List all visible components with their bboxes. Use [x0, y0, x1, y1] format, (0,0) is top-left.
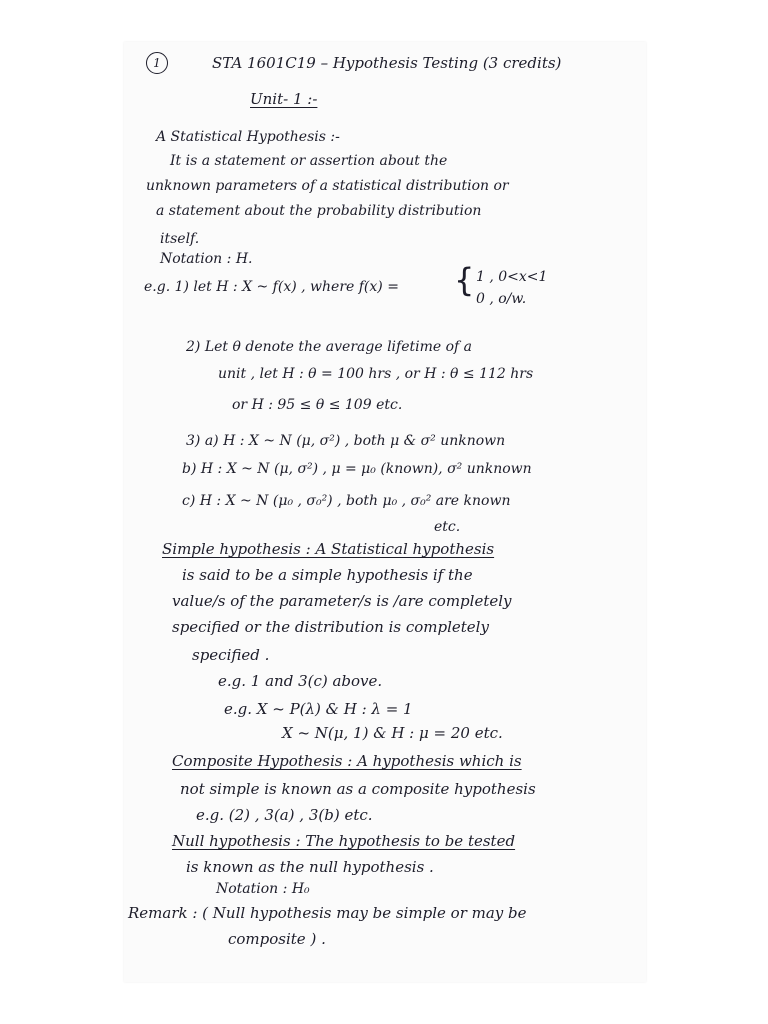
text-line: is said to be a simple hypothesis if the	[182, 566, 473, 584]
text-line: itself.	[160, 231, 200, 247]
text-line: specified .	[192, 646, 270, 664]
composite-hypothesis-heading: Composite Hypothesis : A hypothesis which is	[172, 752, 522, 770]
piecewise-case-1: 1 , 0<x<1	[476, 269, 548, 285]
notation-line: Notation : H.	[160, 251, 253, 267]
text-line: etc.	[434, 519, 461, 535]
section-heading: A Statistical Hypothesis :-	[156, 129, 340, 145]
page-number: 1	[146, 52, 168, 74]
text-line: a statement about the probability distribution	[156, 203, 482, 219]
example-line: c) H : X ~ N (μ₀ , σ₀²) , both μ₀ , σ₀² are known	[182, 493, 511, 509]
text-line: not simple is known as a composite hypothesis	[180, 780, 536, 798]
text-line: is known as the null hypothesis .	[186, 858, 434, 876]
remark-line: Remark : ( Null hypothesis may be simple or may be	[128, 904, 527, 922]
example-line: e.g. (2) , 3(a) , 3(b) etc.	[196, 806, 373, 824]
text-line: specified or the distribution is completely	[172, 618, 489, 636]
example-line: 2) Let θ denote the average lifetime of a	[186, 339, 473, 355]
example-line: X ~ N(μ, 1) & H : μ = 20 etc.	[282, 724, 503, 742]
example-line: unit , let H : θ = 100 hrs , or H : θ ≤ 112 hrs	[218, 366, 534, 382]
unit-heading: Unit- 1 :-	[250, 90, 318, 108]
example-line: or H : 95 ≤ θ ≤ 109 etc.	[232, 397, 403, 413]
brace: {	[454, 261, 475, 299]
example-line: b) H : X ~ N (μ, σ²) , μ = μ₀ (known), σ² unknown	[182, 461, 532, 477]
text-line: It is a statement or assertion about the	[170, 153, 448, 169]
remark-line: composite ) .	[228, 930, 326, 948]
notation-line: Notation : H₀	[216, 881, 310, 897]
example-line: e.g. 1 and 3(c) above.	[218, 672, 383, 690]
notebook-page	[124, 42, 646, 982]
piecewise-case-2: 0 , o/w.	[476, 291, 527, 307]
text-line: value/s of the parameter/s is /are completely	[172, 592, 512, 610]
example-line: e.g. X ~ P(λ) & H : λ = 1	[224, 700, 413, 718]
example-line: e.g. 1) let H : X ~ f(x) , where f(x) =	[144, 279, 399, 295]
example-line: 3) a) H : X ~ N (μ, σ²) , both μ & σ² unknown	[186, 433, 506, 449]
simple-hypothesis-heading: Simple hypothesis : A Statistical hypothesis	[162, 540, 495, 558]
text-line: unknown parameters of a statistical distribution or	[146, 178, 509, 194]
null-hypothesis-heading: Null hypothesis : The hypothesis to be tested	[172, 832, 516, 850]
document-title: STA 1601C19 – Hypothesis Testing (3 credits)	[212, 54, 562, 72]
